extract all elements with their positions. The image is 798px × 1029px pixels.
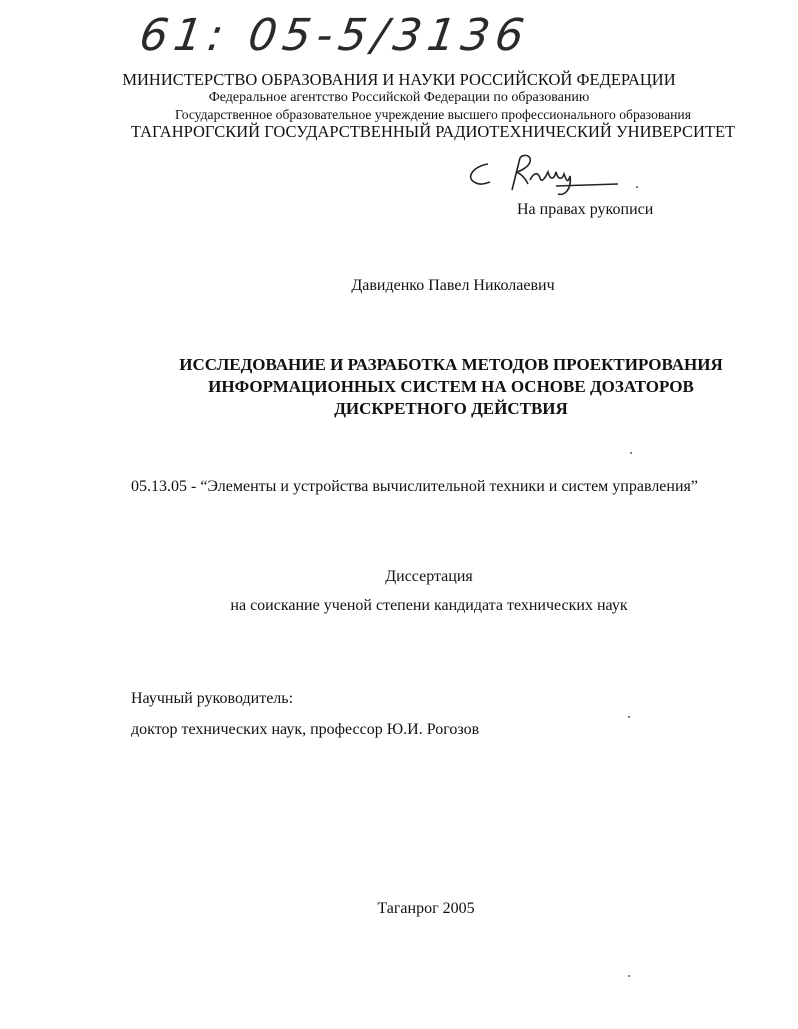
university-line: ТАГАНРОГСКИЙ ГОСУДАРСТВЕННЫЙ РАДИОТЕХНИЧЕСКИЙ УНИВЕРСИТЕТ	[130, 122, 736, 141]
title-line-3: ДИСКРЕТНОГО ДЕЙСТВИЯ	[334, 399, 568, 418]
rights-note: На правах рукописи	[517, 201, 654, 218]
specialty-code: 05.13.05 - “Элементы и устройства вычислительной техники и систем управления”	[131, 478, 698, 495]
scan-speck	[628, 716, 630, 718]
archive-mark: 61: 05-5/3136	[136, 10, 534, 61]
scan-speck	[628, 975, 630, 977]
ministry-line: МИНИСТЕРСТВО ОБРАЗОВАНИЯ И НАУКИ РОССИЙСКОЙ ФЕДЕРАЦИИ	[122, 70, 676, 89]
dissertation-title	[168, 354, 734, 420]
scan-speck	[636, 186, 638, 188]
signature	[460, 150, 630, 200]
agency-line: Федеральное агентство Российской Федерации по образованию	[208, 90, 590, 105]
author-name: Давиденко Павел Николаевич	[351, 277, 555, 294]
document-type: Диссертация	[385, 568, 473, 585]
supervisor-name: доктор технических наук, профессор Ю.И. Рогозов	[131, 721, 480, 738]
title-line-1: ИССЛЕДОВАНИЕ И РАЗРАБОТКА МЕТОДОВ ПРОЕКТИРОВАНИЯ	[179, 355, 723, 374]
supervisor-label: Научный руководитель:	[131, 690, 294, 707]
institution-type-line: Государственное образовательное учреждение высшего профессионального образования	[175, 107, 691, 122]
place-year: Таганрог 2005	[377, 900, 475, 917]
degree-line: на соискание ученой степени кандидата технических наук	[230, 597, 628, 614]
title-line-2: ИНФОРМАЦИОННЫХ СИСТЕМ НА ОСНОВЕ ДОЗАТОРОВ	[208, 377, 694, 396]
scan-speck	[630, 452, 632, 454]
